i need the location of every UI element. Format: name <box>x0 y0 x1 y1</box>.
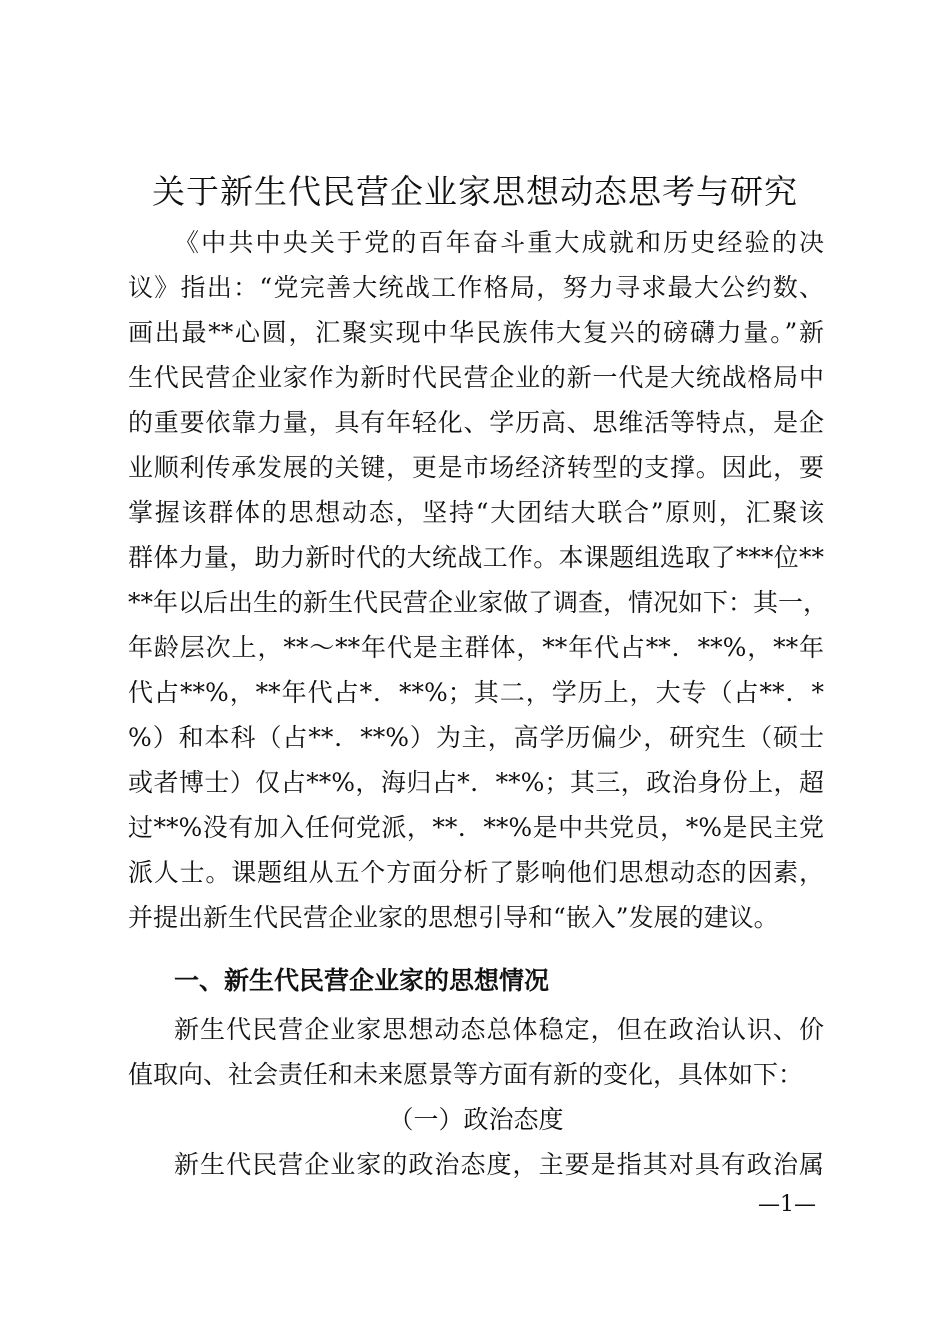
text-line: **年以后出生的新生代民营企业家做了调查，情况如下：其一， <box>128 588 829 617</box>
text-line: 群体力量，助力新时代的大统战工作。本课题组选取了***位** <box>128 543 824 572</box>
text-line: 《中共中央关于党的百年奋斗重大成就和历史经验的决 <box>174 228 824 257</box>
document-title: 关于新生代民营企业家思想动态思考与研究 <box>152 172 798 211</box>
text-line: 年龄层次上，**～**年代是主群体，**年代占**．**%，**年 <box>128 633 824 662</box>
text-line: 的重要依靠力量，具有年轻化、学历高、思维活等特点，是企 <box>128 408 824 437</box>
text-line: 派人士。课题组从五个方面分析了影响他们思想动态的因素， <box>128 858 824 887</box>
subsection-paragraph <box>128 1142 824 1187</box>
intro-paragraph <box>128 220 829 940</box>
text-line: 代占**%，**年代占*．**%；其二，学历上，大专（占**．* <box>128 678 824 707</box>
subsection-heading: （一）政治态度 <box>388 1105 564 1134</box>
text-line: 新生代民营企业家思想动态总体稳定，但在政治认识、价 <box>174 1015 824 1044</box>
text-line: %）和本科（占**．**%）为主，高学历偏少，研究生（硕士 <box>128 723 824 752</box>
text-line: 过**%没有加入任何党派，**．**%是中共党员，*%是民主党 <box>128 813 824 842</box>
text-line: 议》指出：“党完善大统战工作格局，努力寻求最大公约数、 <box>128 273 824 302</box>
section-heading: 一、新生代民营企业家的思想情况 <box>174 966 550 995</box>
text-line: 画出最**心圆，汇聚实现中华民族伟大复兴的磅礴力量。”新 <box>128 318 824 347</box>
text-line: 生代民营企业家作为新时代民营企业的新一代是大统战格局中 <box>128 363 824 392</box>
text-line: 掌握该群体的思想动态，坚持“大团结大联合”原则，汇聚该 <box>128 498 824 527</box>
page-number: —1— <box>758 1192 816 1217</box>
text-line: 或者博士）仅占**%，海归占*．**%；其三，政治身份上，超 <box>128 768 824 797</box>
text-line: 业顺利传承发展的关键，更是市场经济转型的支撑。因此，要 <box>128 453 824 482</box>
section-paragraph <box>128 1007 824 1097</box>
text-line: 新生代民营企业家的政治态度，主要是指其对具有政治属 <box>174 1150 824 1179</box>
text-line: 并提出新生代民营企业家的思想引导和“嵌入”发展的建议。 <box>128 903 779 932</box>
text-line: 值取向、社会责任和未来愿景等方面有新的变化，具体如下： <box>128 1060 804 1089</box>
